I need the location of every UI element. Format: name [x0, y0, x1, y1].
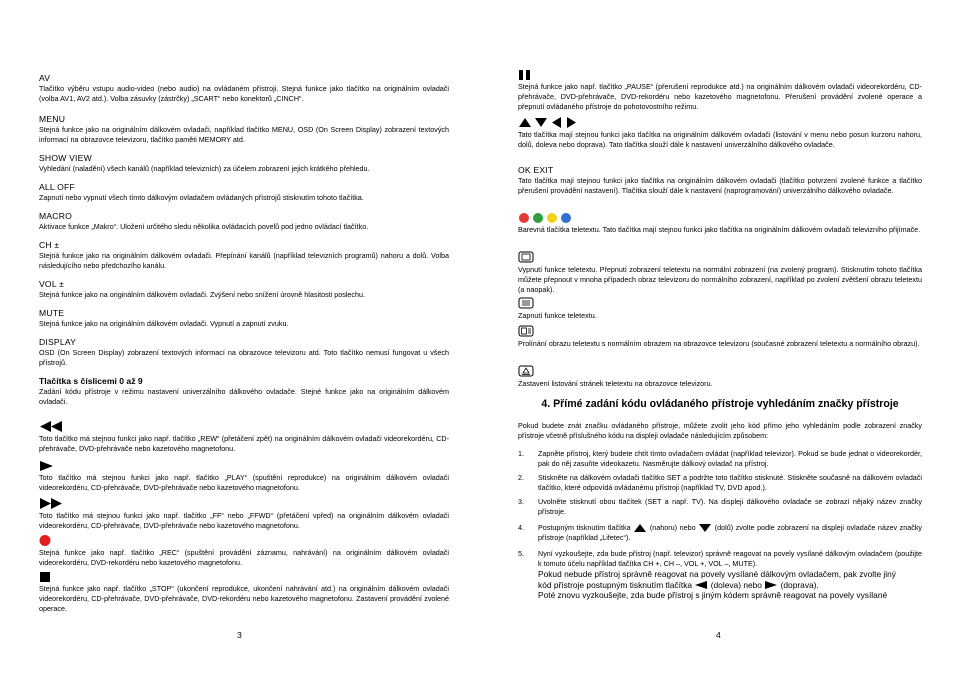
- section-title: VOL ±: [39, 279, 64, 289]
- arrow-left-icon: [694, 580, 708, 590]
- step-text: kód přístroje postupným tisknutím tlačítka: [538, 579, 693, 590]
- section-digits: [39, 376, 449, 407]
- section-title: DISPLAY: [39, 337, 77, 347]
- step-text: (doprava).: [780, 579, 819, 590]
- section-text: Toto tlačítko má stejnou funkci jako např. tlačítko „FF“ nebo „FFWD“ (přetáčení vpřed) na originálním dálkovém ovladači videorekordéru, CD-přehrávače, DVD-přehrávače nebo kazetového magnetofonu.: [39, 511, 449, 531]
- step-2: [518, 473, 922, 493]
- teletext-hold-icon: [518, 365, 536, 378]
- play-icon: [39, 460, 55, 472]
- step-number: 3.: [518, 497, 524, 506]
- step-4: [518, 523, 922, 543]
- step-text: (nahoru) nebo: [649, 523, 696, 532]
- pause-icon: [518, 69, 532, 81]
- step-text: Uvolněte stisknutí obou tlačítek (SET a např. TV). Na displeji dálkového ovladače se zobrazí nějaký název značky přístroje.: [538, 497, 922, 517]
- step-text: (dolů) zvolte podle zobrazení na displeji ovladače název značky přístroje (například „Lifetec“).: [538, 523, 923, 543]
- section-ff: [39, 497, 449, 531]
- section-av: [39, 73, 449, 104]
- section-text: Vyhledání (naladění) všech kanálů (například televizních) za účelem zobrazení jejich krátkého přehledu.: [39, 164, 370, 173]
- section-text: Prolínání obrazu teletextu s normálním obrazem na obrazovce televizoru (současné zobrazení teletextu a normálního obrazu).: [518, 339, 920, 348]
- section-title: SHOW VIEW: [39, 153, 92, 163]
- section-text: Stejná funkce jako na originálním dálkovém ovladači, například tlačítko MENU, OSD (On Screen Display) zobrazení textových informací na obrazovce televizoru, tlačítko paměti MEMORY atd.: [39, 125, 449, 145]
- section-ok-exit: [518, 165, 922, 196]
- section-text: Stejná funkce jako např. tlačítko „PAUSE“ (přerušení reprodukce atd.) na originálním dálkovém ovladači videorekordéru, CD-přehrávače, DVD-přehrávače, DVD-rekordéru nebo kazetového magnetofonu. Přerušení provádění zvolené operace a přepnutí ovládaného přístroje do pohotovostního režimu.: [518, 82, 922, 112]
- step-number: 4.: [518, 523, 524, 532]
- section-rec: [39, 534, 449, 568]
- section-display: [39, 337, 449, 368]
- section-play: [39, 460, 449, 493]
- section-teletext-on: [518, 297, 922, 321]
- step-text: Stiskněte na dálkovém ovladači tlačítko SET a podržte toto tlačítko stisknuté. Stiskněte současně na dálkovém ovladači tlačítko, které odpovídá ovládanému přístroji (například TV, DVD apod.).: [538, 473, 922, 493]
- teletext-mix-icon: [518, 325, 536, 338]
- teletext-on-icon: [518, 251, 536, 264]
- step-1: [518, 449, 922, 469]
- step-number: 5.: [518, 549, 524, 558]
- section-teletext-mix: [518, 325, 922, 349]
- arrow-up-icon: [633, 523, 647, 533]
- step-text: (doleva) nebo: [710, 579, 762, 590]
- section-text: Stejná funkce jako na originálním dálkovém ovladači. Vypnutí a zapnutí zvuku.: [39, 319, 289, 328]
- step-text: Pokud nebude přístroj správně reagovat na povely vysílané dálkovým ovladačem, pak zvolte jiný: [538, 569, 896, 580]
- page-number: 3: [237, 630, 242, 640]
- arrow-right-icon: [764, 580, 778, 590]
- section-stop: [39, 571, 449, 615]
- section-vol: [39, 279, 449, 300]
- fast-forward-icon: [39, 497, 63, 510]
- section-mute: [39, 308, 449, 329]
- section-text: Barevná tlačítka teletextu. Tato tlačítka mají stejnou funkci jako tlačítka na originálním dálkovém ovladači televizního přijímače.: [518, 225, 921, 234]
- section-color-buttons: [518, 212, 922, 235]
- section-title: CH ±: [39, 240, 60, 250]
- section-title: MENU: [39, 114, 66, 124]
- section-text: Zadání kódu přístroje v režimu nastavení univerzálního dálkového ovladače. Stejné funkce jako na originálním dálkovém ovladači.: [39, 387, 449, 407]
- section-text: Tato tlačítka mají stejnou funkci jako tlačítka na originálním dálkovém ovladači (listování v menu nebo posun kurzoru nahoru, dolů, doleva nebo doprava). Tato tlačítka slouží dále k nastavení univerzálního dálkového ovladače.: [518, 130, 922, 150]
- section-title: AV: [39, 73, 51, 83]
- section-title: Tlačítka s číslicemi 0 až 9: [39, 376, 143, 386]
- section-menu: [39, 114, 449, 145]
- section-text: Zastavení listování stránek teletextu na obrazovce televizoru.: [518, 379, 713, 388]
- section-arrows: [518, 116, 922, 150]
- section-title: ALL OFF: [39, 182, 75, 192]
- section-all-off: [39, 182, 449, 203]
- section-show-view: [39, 153, 449, 174]
- arrow-keys-icon: [518, 116, 582, 129]
- rewind-icon: [39, 420, 63, 433]
- step-text: Nyní vyzkoušejte, zda bude přístroj (např. televizor) správně reagovat na povely vysílané dálkovým ovladačem (použijte k tomuto účelu například tlačítka CH +, CH –, VOL +, VOL –, MUTE).: [538, 549, 922, 569]
- section-title: MUTE: [39, 308, 65, 318]
- step-number: 2.: [518, 473, 524, 482]
- section-title: OK EXIT: [518, 165, 554, 175]
- page-number: 4: [716, 630, 721, 640]
- section-text: Stejná funkce jako např. tlačítko „REC“ (spuštění provádění záznamu, nahrávání) na originálním dálkovém ovladači videorekordéru, DVD-rekordéru nebo kazetového magnetofonu.: [39, 548, 449, 568]
- section-text: Stejná funkce jako např. tlačítko „STOP“ (ukončení reprodukce, ukončení nahrávání atd.) na originálním dálkovém ovladači videorekordéru, CD-přehrávače, DVD-přehrávače, DVD-rekordéru nebo kazetového magnetofonu. Zastavení provádění zvolené operace.: [39, 584, 449, 614]
- section-text: OSD (On Screen Display) zobrazení textových informací na obrazovce televizoru atd. Toto tlačítko nemusí fungovat u všech přístrojů.: [39, 348, 449, 368]
- section-text: Stejná funkce jako na originálním dálkovém ovladači. Přepínání kanálů (například televizních programů) nahoru a dolů. Volba následujícího nebo předchozího kanálu.: [39, 251, 449, 271]
- stop-icon: [39, 571, 53, 583]
- arrow-down-icon: [698, 523, 712, 533]
- intro-text: Pokud budete znát značku ovládaného přístroje, můžete zvolit jeho kód přímo jeho vyhledáním podle zobrazení značky přístroje včetně příslušného kódu na displeji ovladače následujícím způsobem:: [518, 421, 922, 441]
- section-text: Vypnutí funkce teletextu. Přepnutí zobrazení teletextu na normální zobrazení (na zvolený program). Stisknutím tohoto tlačítka můžete přepnout v mnoha případech obraz televizoru do normálního zobrazení, například po zvolení zvětšení obrazu teletextu (a naopak).: [518, 265, 922, 295]
- section-rew: [39, 420, 449, 454]
- color-buttons-icon: [518, 212, 578, 224]
- step-text: Poté znovu vyzkoušejte, zda bude přístroj s jiným kódem správně reagovat na povely vysílané: [538, 590, 888, 601]
- section-pause: [518, 69, 922, 113]
- step-5: [518, 549, 922, 601]
- section-teletext-off: [518, 251, 922, 296]
- step-number: 1.: [518, 449, 524, 458]
- step-text: Zapněte přístroj, který budete chtít tímto ovladačem ovládat (například televizor). Pokud se bude jednat o videorekordér, pak do něj zasuňte videokazetu. Nasměrujte dálkový ovladač na přístroj.: [538, 449, 922, 469]
- step-text: Postupným tisknutím tlačítka: [538, 523, 631, 532]
- section-heading: 4. Přímé zadání kódu ovládaného přístroje vyhledáním značky přístroje: [541, 398, 899, 410]
- section-text: Aktivace funkce „Makro“. Uložení určitého sledu několika ovládacích povelů pod jedno ovládací tlačítko.: [39, 222, 369, 231]
- section-text: Stejná funkce jako na originálním dálkovém ovladači. Zvýšení nebo snížení úrovně hlasitosti poslechu.: [39, 290, 366, 299]
- section-ch: [39, 240, 449, 271]
- record-icon: [39, 534, 53, 547]
- section-text: Tato tlačítka mají stejnou funkci jako tlačítka na originálním dálkovém ovladači (tlačítko potvrzení zvolené funkce a tlačítko přerušení provádění nastavení). Tlačítka slouží dále k nastavení (naprogramování) univerzálního dálkového ovladače.: [518, 176, 922, 196]
- section-title: MACRO: [39, 211, 72, 221]
- section-teletext-hold: [518, 365, 922, 389]
- step-3: [518, 497, 922, 517]
- section-text: Zapnutí nebo vypnutí všech tímto dálkovým ovladačem ovládaných přístrojů stisknutím tohoto tlačítka.: [39, 193, 364, 202]
- teletext-icon: [518, 297, 536, 310]
- section-text: Toto tlačítko má stejnou funkci jako např. tlačítko „PLAY“ (spuštění reprodukce) na originálním dálkovém ovladači videorekordéru, CD-přehrávače, DVD-přehrávače nebo kazetového magnetofonu.: [39, 473, 449, 493]
- section-text: Tlačítko výběru vstupu audio-video (nebo audio) na ovládaném přístroji. Stejná funkce jako tlačítko na originálním ovladači (volba AV1, AV2 atd.). Volba zásuvky (zástrčky) „SCART“ nebo konektorů „CINCH“.: [39, 84, 449, 104]
- section-text: Zapnutí funkce teletextu.: [518, 311, 597, 320]
- section-text: Toto tlačítko má stejnou funkci jako např. tlačítko „REW“ (přetáčení zpět) na originálním dálkovém ovladači videorekordéru, CD-přehrávače, DVD-přehrávače nebo kazetového magnetofonu.: [39, 434, 449, 454]
- section-macro: [39, 211, 449, 232]
